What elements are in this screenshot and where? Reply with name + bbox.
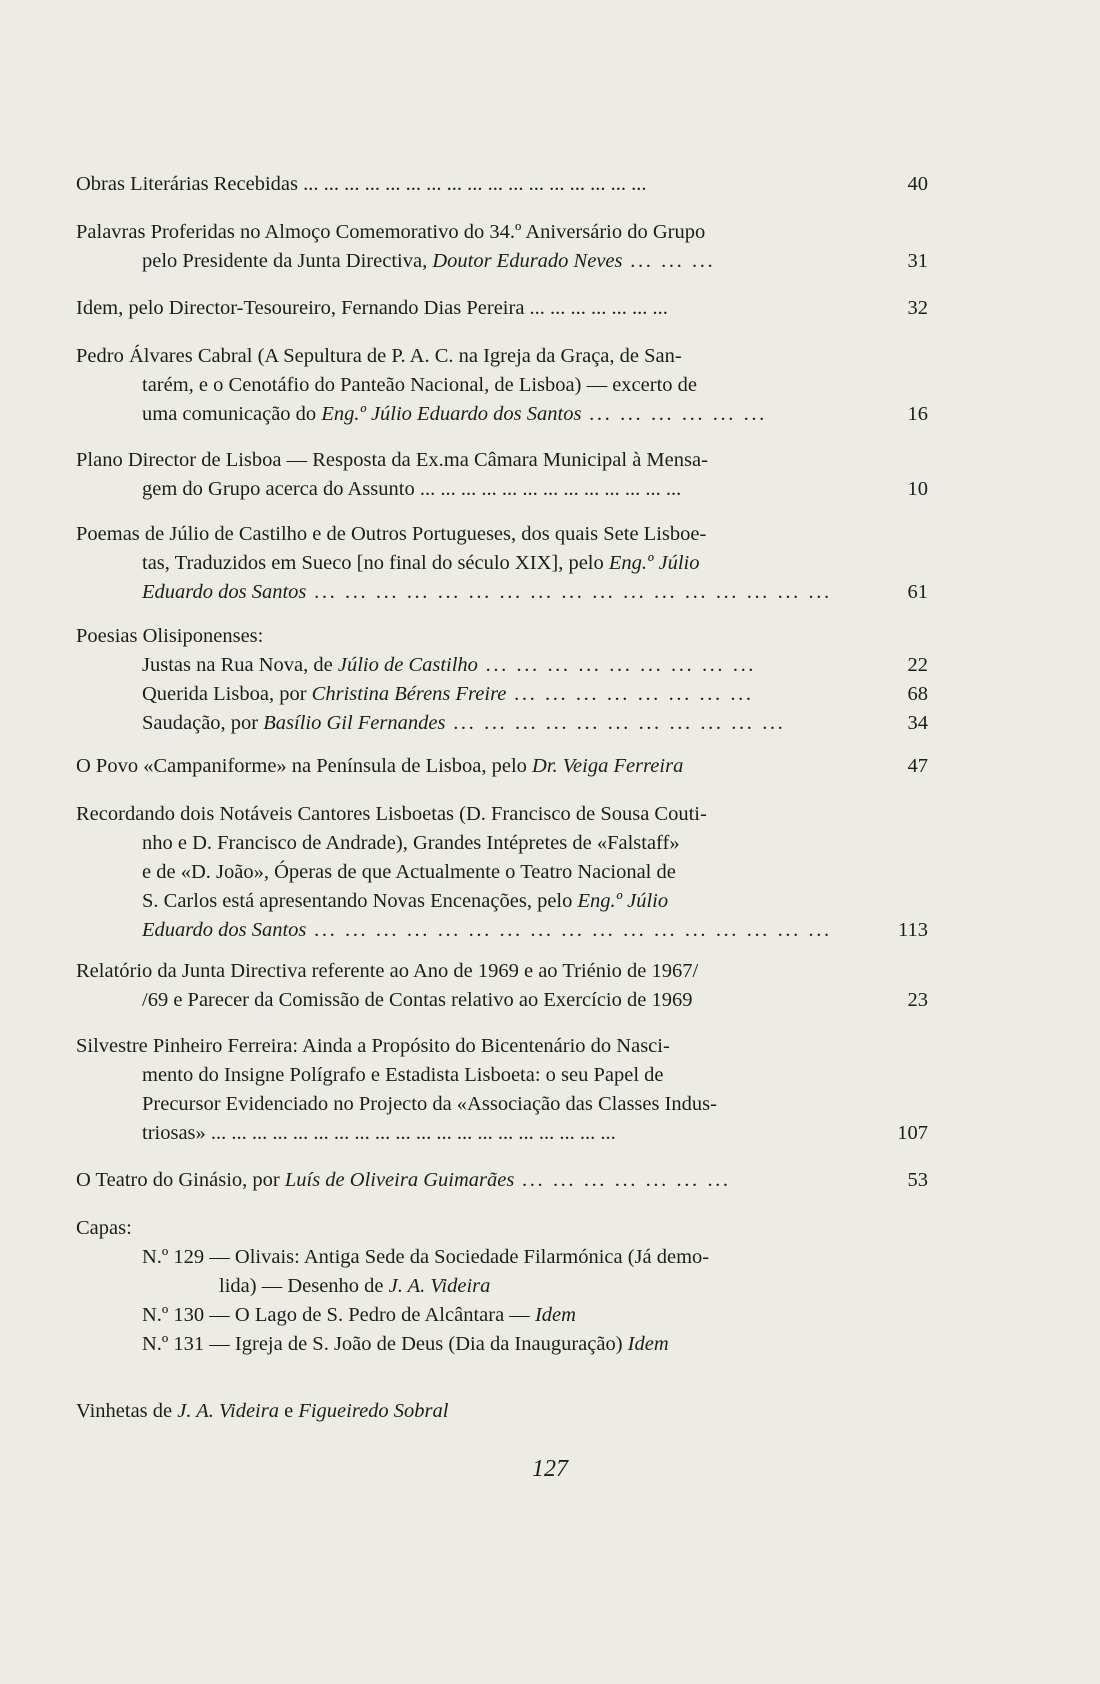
entry-line: [76, 342, 926, 371]
entry-text: uma comunicação do: [142, 403, 322, 425]
author-name: Idem: [534, 1304, 576, 1326]
page-ref: 61: [907, 581, 928, 603]
entry-text: Querida Lisboa, por: [142, 683, 312, 705]
entry-line: [76, 829, 926, 858]
entry-title: Pedro Álvares Cabral (A Sepultura de P. A. C. na Igreja da Graça, de San-: [76, 345, 682, 367]
entry-text: gem do Grupo acerca do Assunto ... ... ... ... ... ... ... ... ... ... ... ... ...: [142, 478, 682, 500]
entry-line: [76, 1032, 926, 1061]
page-ref: 107: [897, 1122, 928, 1144]
entry-text: /69 e Parecer da Comissão de Contas relativo ao Exercício de 1969: [142, 989, 693, 1011]
entry-text: pelo Presidente da Junta Directiva,: [142, 250, 433, 272]
index-entry: [76, 342, 926, 429]
entry-line: [76, 986, 926, 1015]
entry-title: Poemas de Júlio de Castilho e de Outros Portugueses, dos quais Sete Lisboe-: [76, 523, 707, 545]
index-entry: [76, 1397, 926, 1426]
page-ref: 53: [907, 1169, 928, 1191]
entry-line: [76, 709, 926, 738]
leader-dots: ... ... ... ... ... ...: [581, 403, 767, 425]
entry-line: [76, 887, 926, 916]
leader-dots: ... ... ... ... ... ... ... ... ... ... ...: [445, 712, 786, 734]
entry-title: O Povo «Campaniforme» na Península de Lisboa, pelo: [76, 755, 533, 777]
entry-line: [76, 651, 926, 680]
entry-text: N.º 129 — Olivais: Antiga Sede da Sociedade Filarmónica (Já demo-: [142, 1246, 710, 1268]
entry-title: Palavras Proferidas no Almoço Comemorativo do 34.º Aniversário do Grupo: [76, 221, 706, 243]
index-entry: [76, 800, 926, 945]
entry-line: [76, 680, 926, 709]
entry-line: [76, 475, 926, 504]
entry-title: Obras Literárias Recebidas ... ... ... ... ... ... ... ... ... ... ... ... ... ... ... ... ...: [76, 173, 647, 195]
author-name: Eduardo dos Santos: [142, 919, 307, 941]
entry-line: [76, 400, 926, 429]
page-ref: 31: [907, 250, 928, 272]
page-ref: 68: [907, 683, 928, 705]
leader-dots: ... ... ... ... ... ... ... ... ... ... ... ... ... ... ... ... ...: [306, 919, 832, 941]
page-number: 127: [532, 1456, 568, 1482]
entry-text: Saudação, por: [142, 712, 264, 734]
entry-text: S. Carlos está apresentando Novas Encenações, pelo: [142, 890, 578, 912]
page-ref: 10: [907, 478, 928, 500]
entry-text: N.º 130 — O Lago de S. Pedro de Alcântara —: [142, 1304, 535, 1326]
page-ref: 113: [898, 919, 928, 941]
entry-line: [76, 752, 926, 781]
page-ref: 23: [907, 989, 928, 1011]
entry-line: [76, 170, 926, 199]
index-entry: [76, 520, 926, 607]
entry-text: lida) — Desenho de: [219, 1275, 389, 1297]
entry-line: [76, 1301, 926, 1330]
entry-line: [76, 1272, 926, 1301]
entry-line: [76, 1166, 926, 1195]
index-entry: [76, 170, 926, 199]
leader-dots: ... ... ... ... ... ... ...: [514, 1169, 731, 1191]
index-entry: [76, 1032, 926, 1148]
author-name: Luís de Oliveira Guimarães: [284, 1169, 515, 1191]
leader-dots: ... ... ... ... ... ... ... ... ...: [477, 654, 757, 676]
entry-line: [76, 957, 926, 986]
index-entry: [76, 218, 926, 276]
section-heading: Capas:: [76, 1217, 132, 1239]
index-entry: [76, 752, 926, 781]
entry-text: Justas na Rua Nova, de: [142, 654, 338, 676]
author-name: Christina Bérens Freire: [311, 683, 507, 705]
entry-title: O Teatro do Ginásio, por: [76, 1169, 285, 1191]
entry-line: [76, 371, 926, 400]
page-ref: 22: [907, 654, 928, 676]
entry-line: [76, 1090, 926, 1119]
leader-dots: ... ... ... ... ... ... ... ...: [506, 683, 754, 705]
index-entry: [76, 294, 926, 323]
entry-text: tarém, e o Cenotáfio do Panteão Nacional, de Lisboa) — excerto de: [142, 374, 698, 396]
author-name: Eng.º Júlio: [577, 890, 669, 912]
author-name: J. A. Videira: [388, 1275, 491, 1297]
leader-dots: ... ... ... ... ... ... ... ... ... ... ... ... ... ... ... ... ...: [306, 581, 832, 603]
page-ref: 16: [907, 403, 928, 425]
entry-line: [76, 1243, 926, 1272]
author-name: Figueiredo Sobral: [298, 1400, 449, 1422]
entry-title: Silvestre Pinheiro Ferreira: Ainda a Propósito do Bicentenário do Nasci-: [76, 1035, 670, 1057]
author-name: Júlio de Castilho: [337, 654, 478, 676]
entry-line: [76, 1397, 926, 1426]
author-name: Idem: [627, 1333, 669, 1355]
author-name: Eng.º Júlio Eduardo dos Santos: [321, 403, 582, 425]
page-ref: 47: [907, 755, 928, 777]
entry-title: Idem, pelo Director-Tesoureiro, Fernando Dias Pereira ... ... ... ... ... ... ...: [76, 297, 668, 319]
author-name: Eng.º Júlio: [608, 552, 700, 574]
entry-text: tas, Traduzidos em Sueco [no final do século XIX], pelo: [142, 552, 609, 574]
entry-line: [76, 218, 926, 247]
entry-text: Vinhetas de: [76, 1400, 178, 1422]
entry-text: N.º 131 — Igreja de S. João de Deus (Dia da Inauguração): [142, 1333, 628, 1355]
page-ref: 32: [907, 297, 928, 319]
index-entry: [76, 622, 926, 738]
page-ref: 34: [907, 712, 928, 734]
entry-text: triosas» ... ... ... ... ... ... ... ... ... ... ... ... ... ... ... ... ... ... ... ...: [142, 1122, 616, 1144]
index-entry: [76, 446, 926, 504]
entry-text: e: [278, 1400, 299, 1422]
author-name: Doutor Edurado Neves: [432, 250, 623, 272]
entry-line: [76, 520, 926, 549]
entry-line: [76, 578, 926, 607]
index-entry: [76, 1166, 926, 1195]
section-heading: Poesias Olisiponenses:: [76, 625, 264, 647]
page-ref: 40: [907, 173, 928, 195]
author-name: Eduardo dos Santos: [142, 581, 307, 603]
author-name: Basílio Gil Fernandes: [263, 712, 446, 734]
author-name: J. A. Videira: [177, 1400, 279, 1422]
index-entry: [76, 957, 926, 1015]
author-name: Dr. Veiga Ferreira: [532, 755, 684, 777]
entry-line: [76, 1330, 926, 1359]
leader-dots: ... ... ...: [622, 250, 716, 272]
entry-text: mento do Insigne Polígrafo e Estadista Lisboeta: o seu Papel de: [142, 1064, 664, 1086]
entry-line: [76, 294, 926, 323]
entry-line: [76, 916, 926, 945]
entry-title: Plano Director de Lisboa — Resposta da Ex.ma Câmara Municipal à Mensa-: [76, 449, 708, 471]
index-entry: [76, 1214, 926, 1359]
entry-line: [76, 549, 926, 578]
entry-title: Recordando dois Notáveis Cantores Lisboetas (D. Francisco de Sousa Couti-: [76, 803, 707, 825]
entry-text: Precursor Evidenciado no Projecto da «Associação das Classes Indus-: [142, 1093, 717, 1115]
entry-line: [76, 1061, 926, 1090]
entry-line: [76, 247, 926, 276]
entry-line: [76, 800, 926, 829]
entry-line: [76, 1119, 926, 1148]
entry-text: nho e D. Francisco de Andrade), Grandes Intépretes de «Falstaff»: [142, 832, 680, 854]
entry-line: [76, 858, 926, 887]
entry-text: e de «D. João», Óperas de que Actualmente o Teatro Nacional de: [142, 861, 676, 883]
entry-line: [76, 446, 926, 475]
entry-title: Relatório da Junta Directiva referente ao Ano de 1969 e ao Triénio de 1967/: [76, 960, 699, 982]
